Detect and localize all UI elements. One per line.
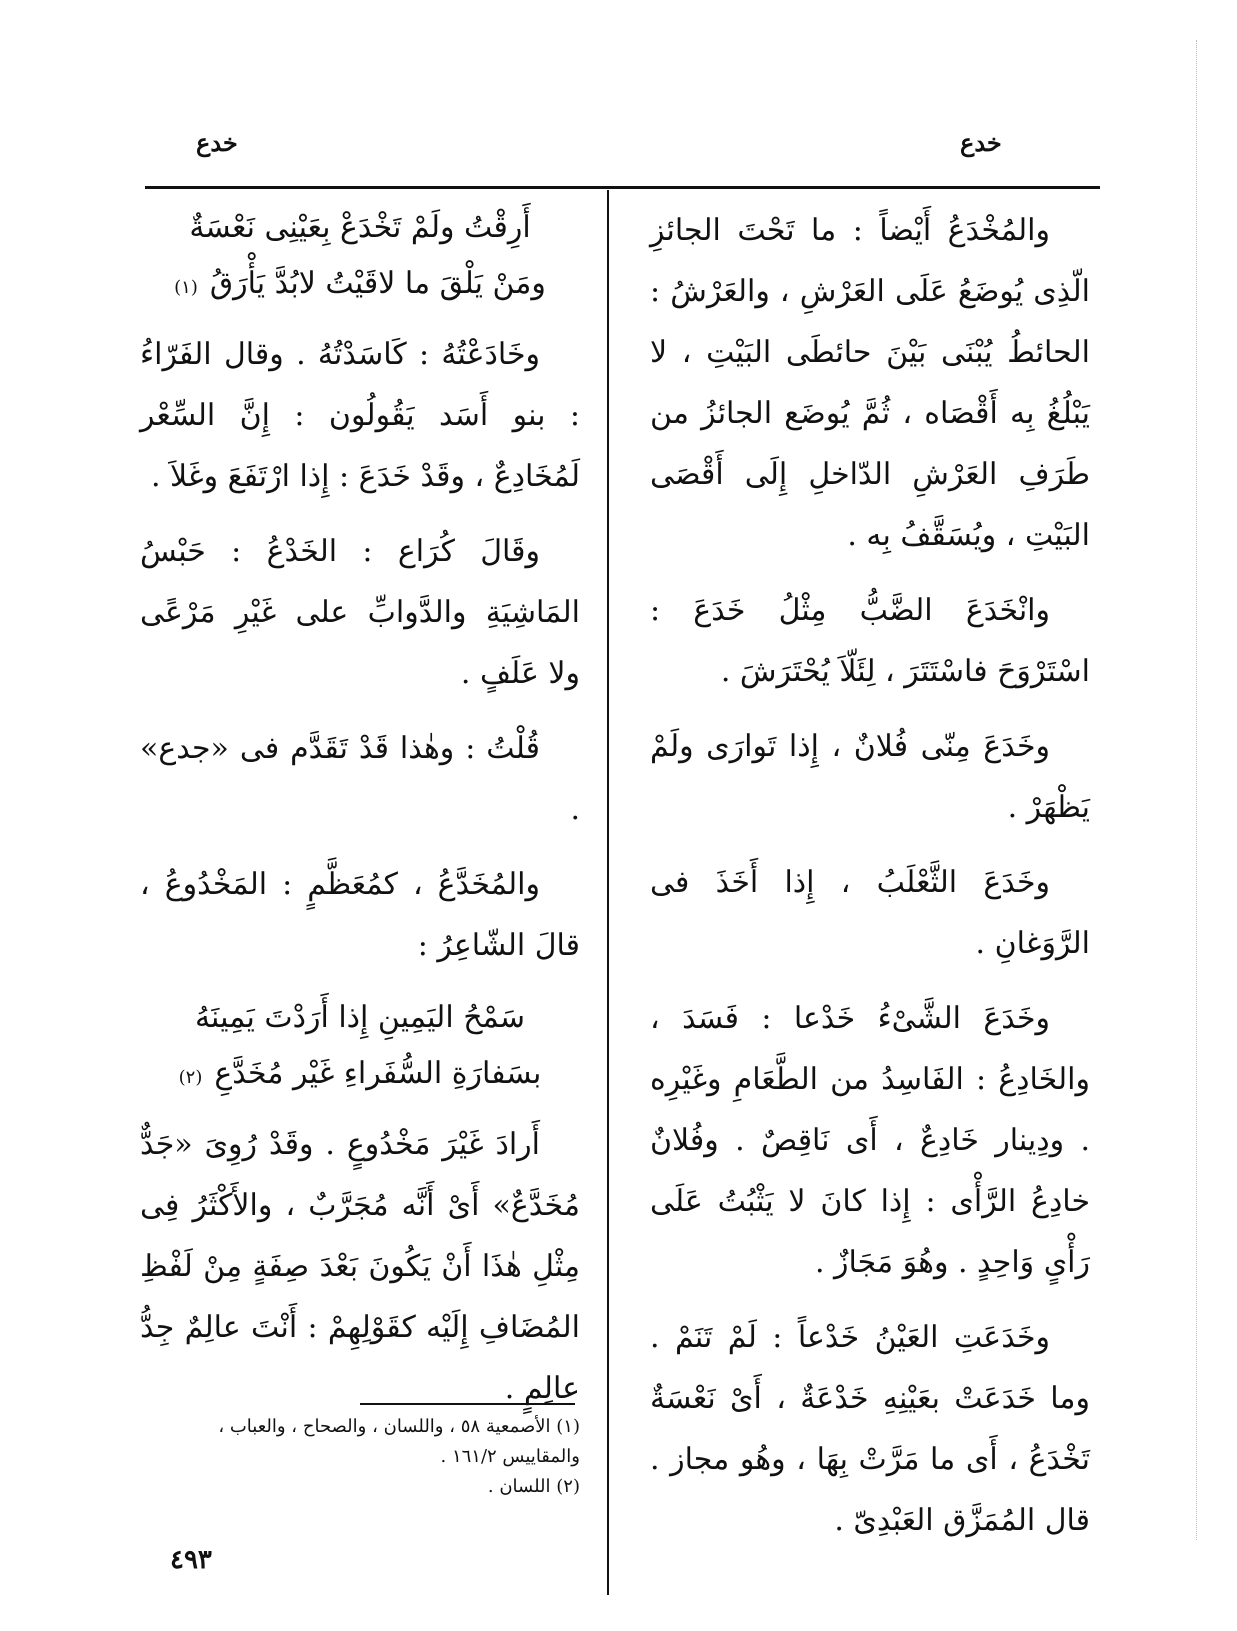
verse-line (140, 256, 580, 316)
footnote-marker: (١) (174, 277, 198, 298)
verse-block (140, 200, 580, 316)
verse-line (140, 1046, 580, 1106)
footnote: (٢) اللسان . (487, 1476, 580, 1497)
footnote-rule (360, 1403, 575, 1405)
column-divider (607, 190, 609, 1595)
verse-line: سَمْحُ اليَمِينِ إِذا أَرَدْتَ يَمِينَهُ (194, 1000, 526, 1035)
verse-line-text: ومَنْ يَلْقَ ما لاقَيْتُ لابُدَّ يَأْرَقُ (209, 266, 546, 301)
entry-paragraph: وخَادَعْتُهُ : كَاسَدْتُهُ . وقال الفَرّاءُ : بنو أَسَد يَقُولُون : إِنَّ السِّعْر لَمُخَادِعٌ ، وقَدْ خَدَعَ : إِذا ارْتَفَعَ وغَلاَ . (140, 337, 580, 494)
footnotes (160, 1412, 580, 1502)
page-number: ٤٩٣ (170, 1545, 212, 1575)
running-head-left: خدع (196, 128, 238, 157)
entry-paragraph: قُلْتُ : وهٰذا قَدْ تَقَدَّم فى «جدع» . (140, 731, 580, 827)
entry-paragraph: وخَدَعَ الشَّىْءُ خَدْعا : فَسَدَ ، والخَادِعُ : الفَاسِدُ من الطَّعَامِ وغَيْرِه . ودِينار خَادِعٌ ، أَى نَاقِصٌ . وفُلانٌ خادِعُ الرَّأْى : إِذا كانَ لا يَثْبُتُ عَلَى رَأْىٍ وَاحِدٍ . وهُوَ مَجَازٌ . (650, 1001, 1090, 1280)
entry-paragraph: وخَدَعَ مِنّى فُلانٌ ، إِذا تَوارَى ولَمْ يَظْهَرْ . (650, 729, 1090, 825)
entry-paragraph: وخَدَعَتِ العَيْنُ خَدْعاً : لَمْ تَنَمْ . وما خَدَعَتْ بعَيْنِهِ خَدْعَةٌ ، أَىْ نَعْسَةٌ تَخْدَعُ ، أَى ما مَرَّتْ بِهَا ، وهُو مجاز . قال المُمَزَّق العَبْدِىّ . (650, 1320, 1090, 1538)
entry-paragraph: والمُخْدَعُ أَيْضاً : ما تَحْتَ الجائزِ الّذِى يُوضَعُ عَلَى العَرْشِ ، والعَرْشُ : الحائطُ يُبْنَى بَيْنَ حائطَى البَيْتِ ، لا يَبْلُغُ بِه أَقْصَاه ، ثُمَّ يُوضَع الجائزُ من طَرَفِ العَرْشِ الدّاخلِ إِلَى أَقْصَى البَيْتِ ، ويُسَقَّفُ بِه . (650, 213, 1090, 553)
entry-paragraph: وخَدَعَ الثَّعْلَبُ ، إِذا أَخَذَ فى الرَّوَغانِ . (650, 865, 1090, 961)
verse-block (140, 990, 580, 1106)
entry-paragraph: وقَالَ كُرَاع : الخَدْعُ : حَبْسُ المَاشِيَةِ والدَّوابِّ على غَيْرِ مَرْعًى ولا عَلَفٍ . (140, 534, 580, 691)
entry-paragraph: أَرادَ غَيْرَ مَخْدُوعٍ . وقَدْ رُوِىَ «جَدٌّ مُخَدَّعٌ» أَىْ أَنَّه مُجَرَّبٌ ، والأَكْثَرُ فِى مِثْلِ هٰذَا أَنْ يَكُونَ بَعْدَ صِفَةٍ مِنْ لَفْظِ المُضَافِ إِلَيْه كقَوْلِهِمْ : أَنْتَ عالِمٌ جِدُّ عالِمٍ . (140, 1127, 580, 1406)
right-column (650, 200, 1090, 1565)
verse-line: أَرِقْتُ ولَمْ تَخْدَعْ بِعَيْنِى نَعْسَةٌ (189, 210, 531, 245)
margin-dotted-line (1196, 40, 1201, 1540)
entry-paragraph: والمُخَدَّعُ ، كمُعَظَّمٍ : المَخْدُوعُ ، قالَ الشّاعِرُ : (140, 867, 580, 963)
running-head-right: خدع (960, 128, 1002, 157)
footnote-marker: (٢) (178, 1067, 203, 1088)
header-rule (145, 186, 1100, 189)
entry-paragraph: وانْخَدَعَ الضَّبُّ مِثْلُ خَدَعَ : اسْتَرْوَحَ فاسْتَتَرَ ، لِئَلّاَ يُحْتَرَشَ . (650, 593, 1090, 689)
verse-line-text: بسَفارَةِ السُّفَراءِ غَيْر مُخَدَّعِ (214, 1056, 542, 1091)
left-column (140, 200, 580, 1433)
footnote: (١) الأصمعية ٥٨ ، واللسان ، والصحاح ، والعباب ، والمقاييس ١٦١/٢ . (218, 1416, 580, 1467)
